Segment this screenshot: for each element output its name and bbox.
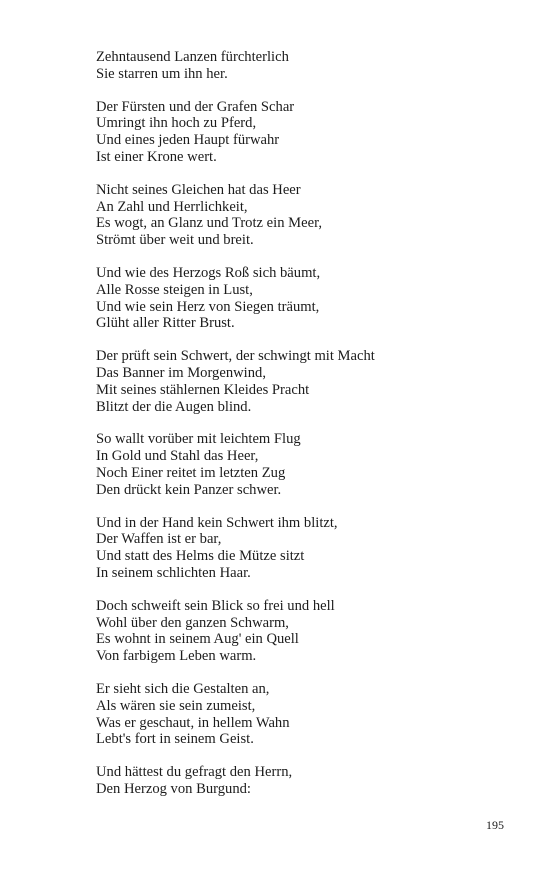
poem-stanza [96,99,516,166]
poem-line: In Gold und Stahl das Heer, [96,448,259,465]
poem-line: Sie starren um ihn her. [96,65,228,82]
poem-line: Noch Einer reitet im letzten Zug [96,464,286,481]
poem-stanza [96,431,516,498]
poem-stanza [96,265,516,332]
poem-stanza [96,764,516,798]
poem-line: Es wogt, an Glanz und Trotz ein Meer, [96,215,322,232]
poem-line: Nicht seines Gleichen hat das Heer [96,181,301,198]
poem-line: Als wären sie sein zumeist, [96,697,256,714]
poem-line: Und in der Hand kein Schwert ihm blitzt, [96,514,338,531]
poem-line: Was er geschaut, in hellem Wahn [96,714,290,731]
poem-line: Strömt über weit und breit. [96,232,254,249]
poem-line: Blitzt der die Augen blind. [96,398,252,415]
poem-line: Glüht aller Ritter Brust. [96,315,235,332]
poem-stanza [96,348,516,415]
poem-line: Der Waffen ist er bar, [96,531,222,548]
poem-line: Der Fürsten und der Grafen Schar [96,98,295,115]
poem-stanza [96,182,516,249]
poem-line: Den drückt kein Panzer schwer. [96,481,282,498]
poem-line: Und statt des Helms die Mütze sitzt [96,548,305,565]
poem-line: Das Banner im Morgenwind, [96,364,266,381]
poem-line: Und hättest du gefragt den Herrn, [96,764,293,781]
poem-line: Umringt ihn hoch zu Pferd, [96,115,257,132]
poem-body [96,49,516,814]
poem-line: Mit seines stählernen Kleides Pracht [96,381,310,398]
poem-line: Und wie sein Herz von Siegen träumt, [96,298,320,315]
poem-line: Es wohnt in seinem Aug' ein Quell [96,631,299,648]
poem-line: Von farbigem Leben warm. [96,648,257,665]
poem-line: Er sieht sich die Gestalten an, [96,680,270,697]
poem-stanza [96,515,516,582]
poem-line: Doch schweift sein Blick so frei und hell [96,597,335,614]
poem-line: An Zahl und Herrlichkeit, [96,198,248,215]
poem-line: In seinem schlichten Haar. [96,564,251,581]
poem-line: Lebt's fort in seinem Geist. [96,731,254,748]
poem-line: Wohl über den ganzen Schwarm, [96,614,289,631]
poem-line: Zehntausend Lanzen fürchterlich [96,49,289,65]
poem-line: Alle Rosse steigen in Lust, [96,281,253,298]
poem-line: So wallt vorüber mit leichtem Flug [96,431,301,448]
poem-line: Den Herzog von Burgund: [96,780,251,797]
poem-line: Der prüft sein Schwert, der schwingt mit Macht [96,348,375,365]
poem-line: Ist einer Krone wert. [96,148,217,165]
poem-stanza [96,598,516,665]
poem-line: Und wie des Herzogs Roß sich bäumt, [96,264,321,281]
poem-stanza [96,49,516,83]
poem-line: Und eines jeden Haupt fürwahr [96,132,280,149]
page-number: 195 [486,818,504,832]
poem-stanza [96,681,516,748]
